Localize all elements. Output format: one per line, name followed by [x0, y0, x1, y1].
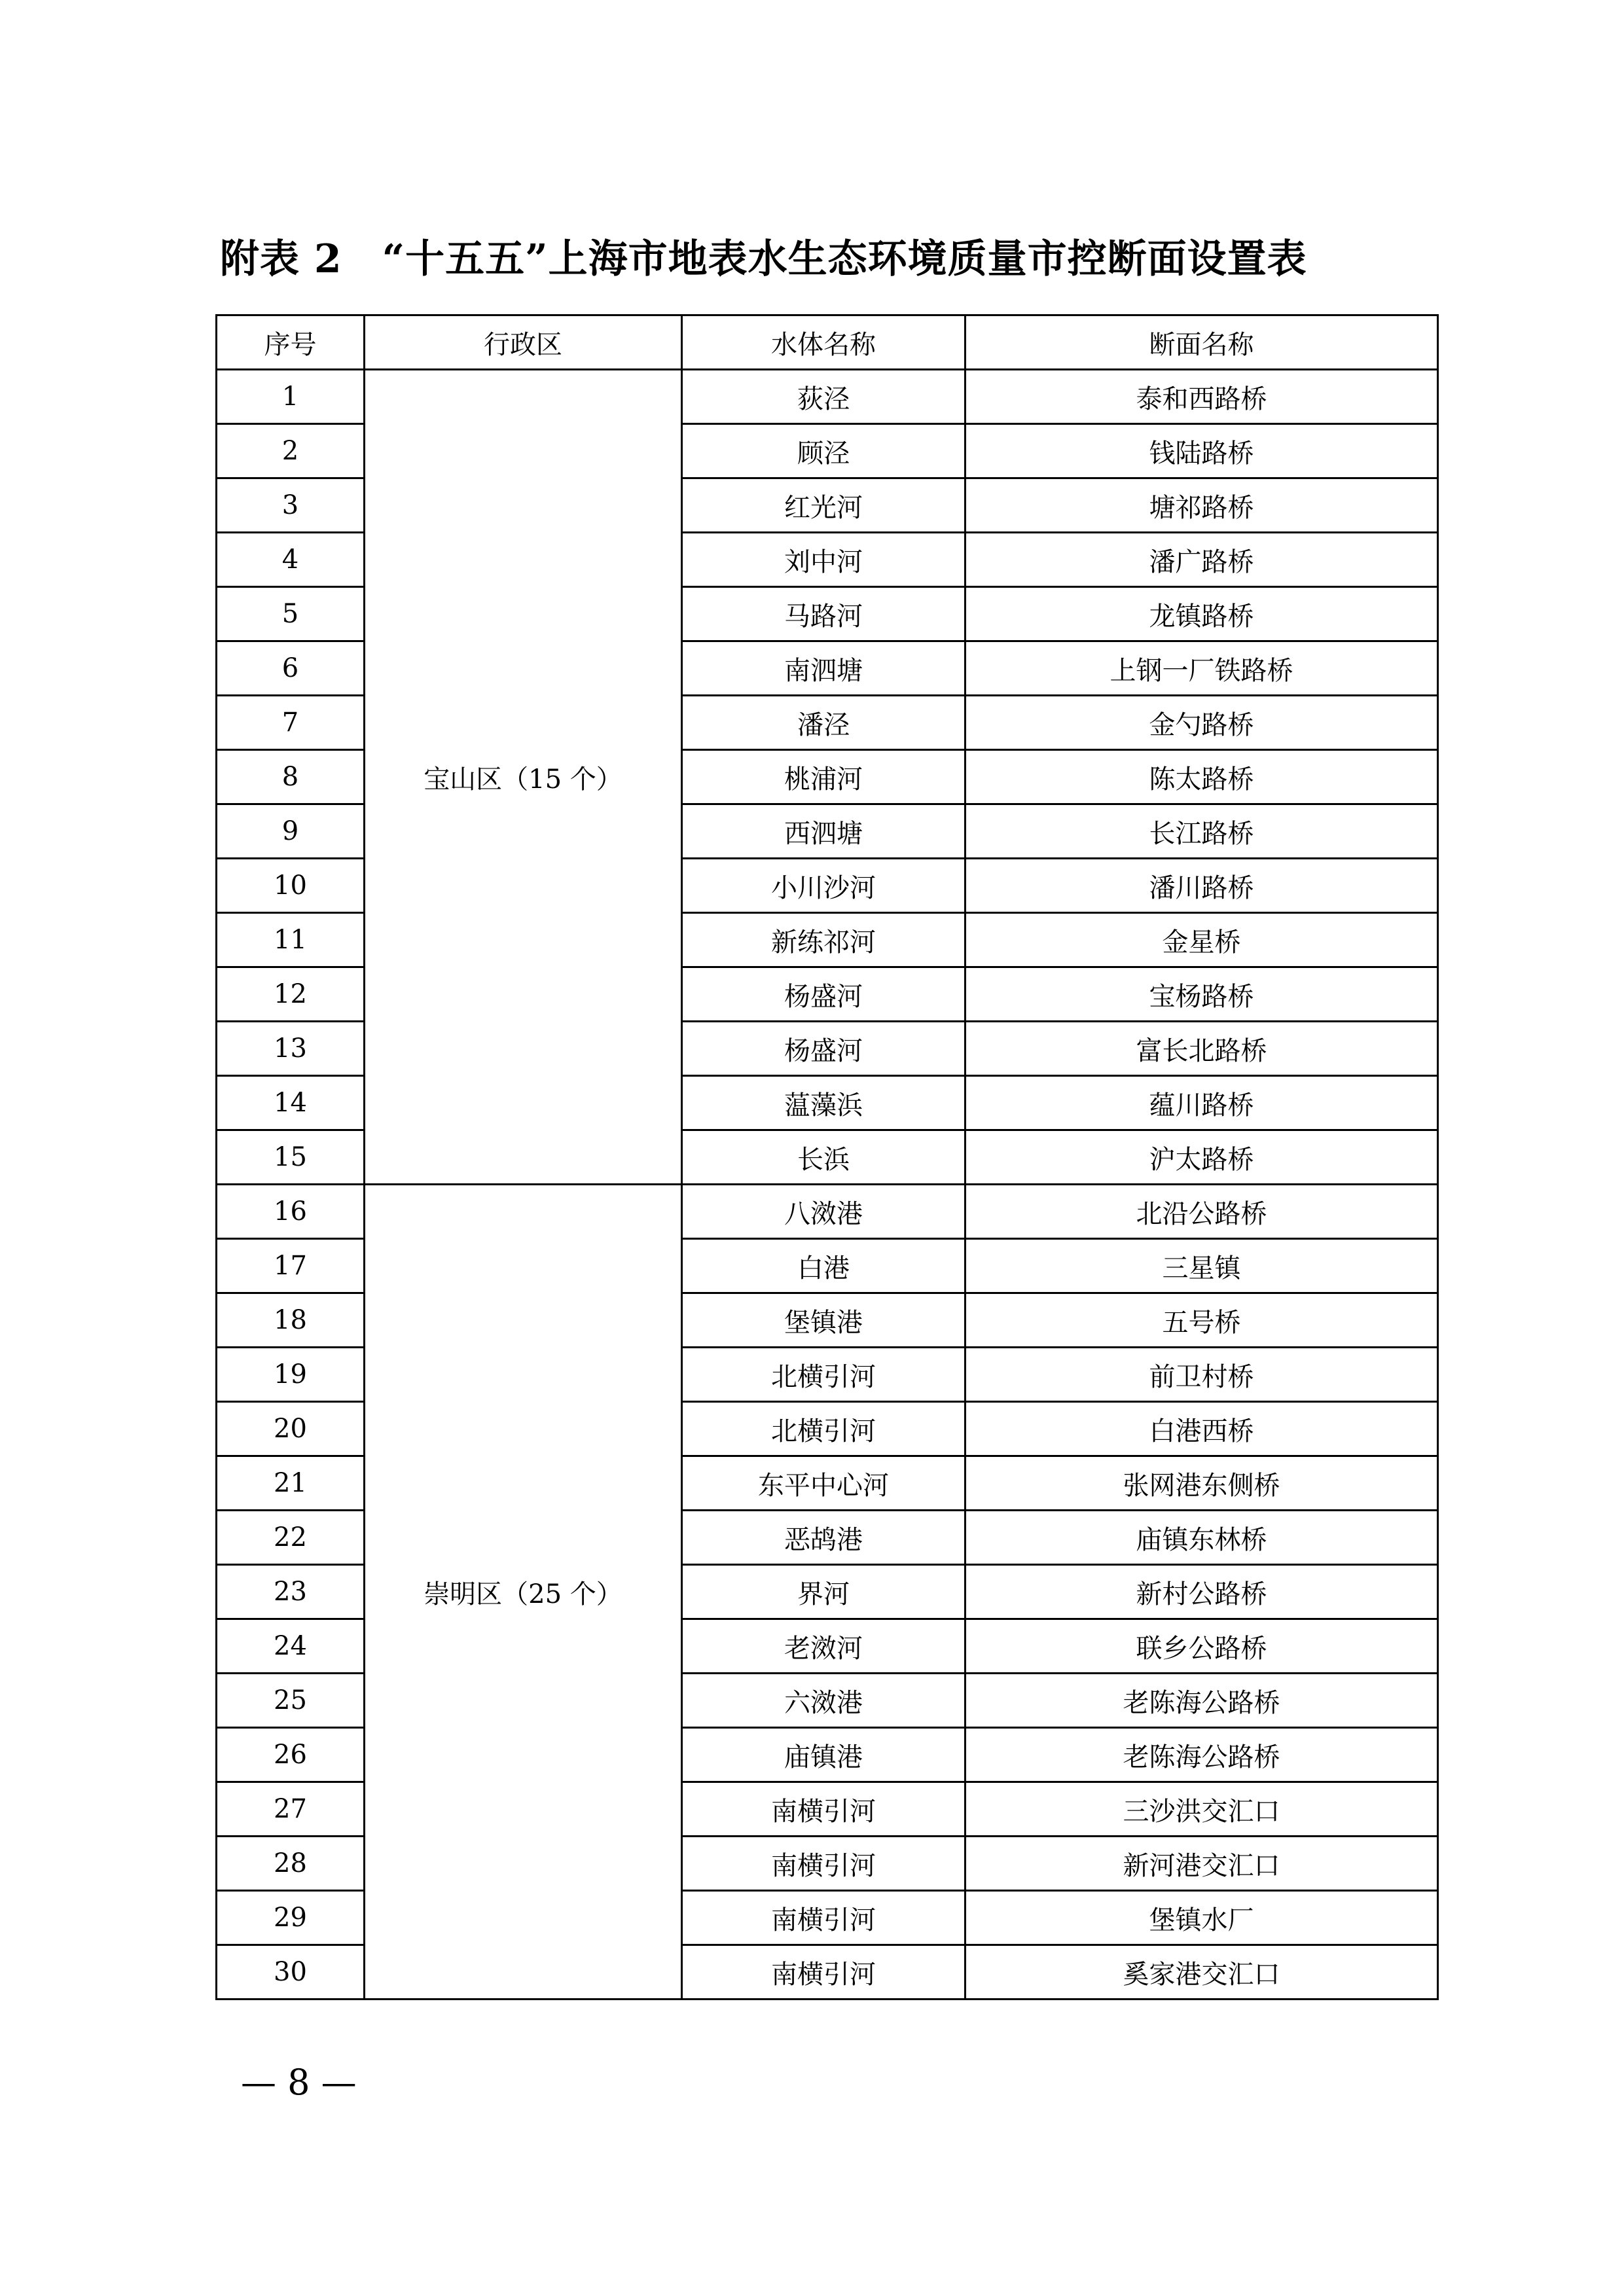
- cell-serial-no: 17: [217, 1239, 365, 1293]
- cell-serial-no: 25: [217, 1674, 365, 1728]
- cell-water-body: 刘中河: [682, 533, 965, 587]
- cell-serial-no: 26: [217, 1728, 365, 1782]
- cell-serial-no: 1: [217, 370, 365, 424]
- cell-water-body: 杨盛河: [682, 1022, 965, 1076]
- table-row: [217, 370, 1438, 424]
- cell-serial-no: 18: [217, 1293, 365, 1348]
- header-district: 行政区: [365, 315, 682, 370]
- cell-water-body: 八滧港: [682, 1185, 965, 1239]
- cell-water-body: 北横引河: [682, 1402, 965, 1456]
- cell-section-name: 张网港东侧桥: [965, 1456, 1438, 1511]
- cell-serial-no: 22: [217, 1511, 365, 1565]
- cell-section-name: 塘祁路桥: [965, 478, 1438, 533]
- cell-water-body: 南泗塘: [682, 641, 965, 696]
- cell-section-name: 新村公路桥: [965, 1565, 1438, 1619]
- cell-serial-no: 13: [217, 1022, 365, 1076]
- cell-water-body: 顾泾: [682, 424, 965, 478]
- cell-water-body: 小川沙河: [682, 859, 965, 913]
- cell-serial-no: 27: [217, 1782, 365, 1837]
- cell-water-body: 南横引河: [682, 1891, 965, 1945]
- cell-section-name: 泰和西路桥: [965, 370, 1438, 424]
- cell-section-name: 上钢一厂铁路桥: [965, 641, 1438, 696]
- cell-water-body: 白港: [682, 1239, 965, 1293]
- monitoring-section-table: [215, 314, 1439, 2000]
- cell-section-name: 蕴川路桥: [965, 1076, 1438, 1130]
- cell-serial-no: 29: [217, 1891, 365, 1945]
- cell-section-name: 宝杨路桥: [965, 967, 1438, 1022]
- cell-water-body: 西泗塘: [682, 804, 965, 859]
- cell-section-name: 庙镇东林桥: [965, 1511, 1438, 1565]
- cell-water-body: 荻泾: [682, 370, 965, 424]
- cell-section-name: 白港西桥: [965, 1402, 1438, 1456]
- cell-section-name: 前卫村桥: [965, 1348, 1438, 1402]
- page-number: — 8 —: [241, 2062, 357, 2103]
- cell-section-name: 陈太路桥: [965, 750, 1438, 804]
- cell-serial-no: 19: [217, 1348, 365, 1402]
- cell-section-name: 联乡公路桥: [965, 1619, 1438, 1674]
- cell-water-body: 南横引河: [682, 1837, 965, 1891]
- cell-water-body: 新练祁河: [682, 913, 965, 967]
- table-header-row: [217, 315, 1438, 370]
- cell-section-name: 堡镇水厂: [965, 1891, 1438, 1945]
- cell-serial-no: 5: [217, 587, 365, 641]
- cell-water-body: 恶鸪港: [682, 1511, 965, 1565]
- cell-section-name: 金星桥: [965, 913, 1438, 967]
- cell-section-name: 北沿公路桥: [965, 1185, 1438, 1239]
- cell-water-body: 堡镇港: [682, 1293, 965, 1348]
- cell-serial-no: 28: [217, 1837, 365, 1891]
- cell-serial-no: 14: [217, 1076, 365, 1130]
- cell-section-name: 钱陆路桥: [965, 424, 1438, 478]
- cell-water-body: 南横引河: [682, 1782, 965, 1837]
- cell-section-name: 奚家港交汇口: [965, 1945, 1438, 2000]
- cell-serial-no: 30: [217, 1945, 365, 2000]
- cell-section-name: 三沙洪交汇口: [965, 1782, 1438, 1837]
- cell-serial-no: 24: [217, 1619, 365, 1674]
- cell-water-body: 老滧河: [682, 1619, 965, 1674]
- header-serial-no: 序号: [217, 315, 365, 370]
- cell-water-body: 庙镇港: [682, 1728, 965, 1782]
- cell-water-body: 桃浦河: [682, 750, 965, 804]
- cell-water-body: 南横引河: [682, 1945, 965, 2000]
- cell-water-body: 东平中心河: [682, 1456, 965, 1511]
- cell-water-body: 马路河: [682, 587, 965, 641]
- cell-serial-no: 16: [217, 1185, 365, 1239]
- cell-water-body: 六滧港: [682, 1674, 965, 1728]
- cell-section-name: 老陈海公路桥: [965, 1674, 1438, 1728]
- cell-section-name: 五号桥: [965, 1293, 1438, 1348]
- cell-serial-no: 21: [217, 1456, 365, 1511]
- cell-serial-no: 15: [217, 1130, 365, 1185]
- cell-serial-no: 9: [217, 804, 365, 859]
- cell-section-name: 新河港交汇口: [965, 1837, 1438, 1891]
- cell-section-name: 龙镇路桥: [965, 587, 1438, 641]
- cell-section-name: 潘广路桥: [965, 533, 1438, 587]
- header-water-body: 水体名称: [682, 315, 965, 370]
- cell-serial-no: 23: [217, 1565, 365, 1619]
- cell-section-name: 三星镇: [965, 1239, 1438, 1293]
- cell-section-name: 金勺路桥: [965, 696, 1438, 750]
- cell-serial-no: 7: [217, 696, 365, 750]
- cell-water-body: 北横引河: [682, 1348, 965, 1402]
- cell-section-name: 沪太路桥: [965, 1130, 1438, 1185]
- page-title: 附表 2 “十五五”上海市地表水生态环境质量市控断面设置表: [220, 236, 1307, 282]
- cell-water-body: 红光河: [682, 478, 965, 533]
- cell-district: 宝山区（15 个）: [365, 370, 682, 1185]
- cell-serial-no: 3: [217, 478, 365, 533]
- table-body: [217, 370, 1438, 2000]
- cell-section-name: 富长北路桥: [965, 1022, 1438, 1076]
- cell-water-body: 潘泾: [682, 696, 965, 750]
- cell-section-name: 老陈海公路桥: [965, 1728, 1438, 1782]
- cell-section-name: 潘川路桥: [965, 859, 1438, 913]
- cell-serial-no: 4: [217, 533, 365, 587]
- cell-serial-no: 11: [217, 913, 365, 967]
- cell-water-body: 长浜: [682, 1130, 965, 1185]
- cell-water-body: 蕰藻浜: [682, 1076, 965, 1130]
- cell-serial-no: 6: [217, 641, 365, 696]
- cell-section-name: 长江路桥: [965, 804, 1438, 859]
- table-row: [217, 1185, 1438, 1239]
- cell-serial-no: 10: [217, 859, 365, 913]
- cell-water-body: 界河: [682, 1565, 965, 1619]
- cell-serial-no: 8: [217, 750, 365, 804]
- cell-serial-no: 12: [217, 967, 365, 1022]
- cell-water-body: 杨盛河: [682, 967, 965, 1022]
- cell-serial-no: 2: [217, 424, 365, 478]
- cell-serial-no: 20: [217, 1402, 365, 1456]
- cell-district: 崇明区（25 个）: [365, 1185, 682, 2000]
- header-section-name: 断面名称: [965, 315, 1438, 370]
